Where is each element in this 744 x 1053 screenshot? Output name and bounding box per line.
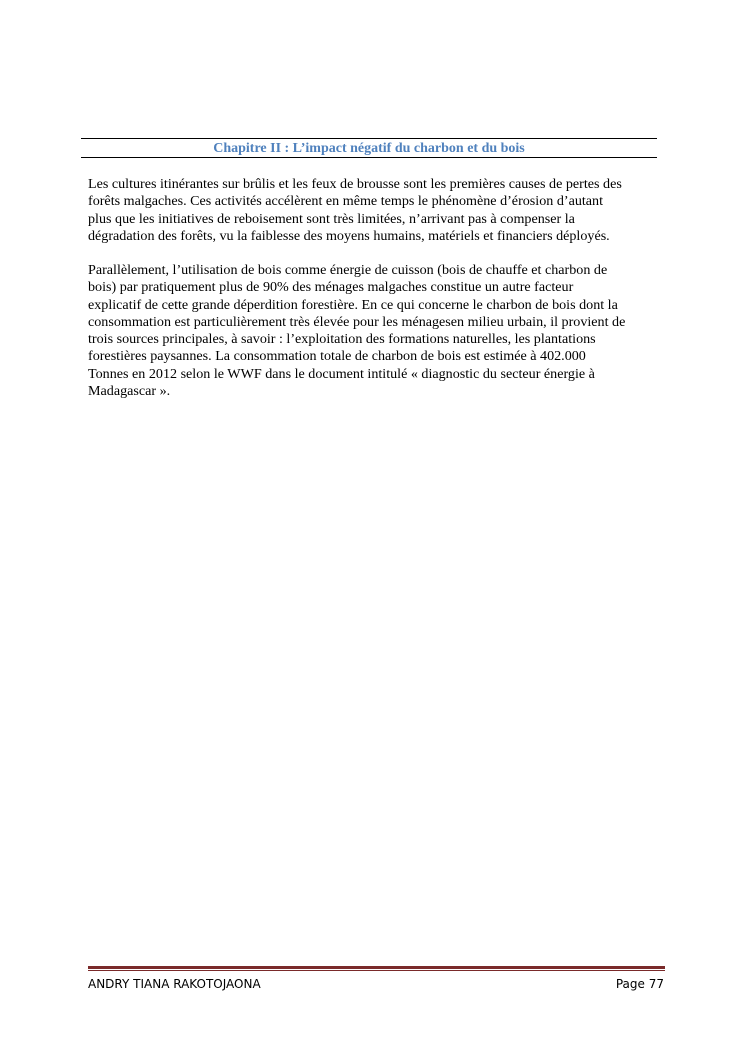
chapter-header — [81, 138, 657, 158]
paragraph-line: Tonnes en 2012 selon le WWF dans le document intitulé « diagnostic du secteur énergie à — [88, 365, 595, 382]
paragraph-line: plus que les initiatives de reboisement sont très limitées, n’arrivant pas à compenser la — [88, 210, 575, 227]
paragraph-line: Madagascar ». — [88, 383, 171, 400]
footer-author: ANDRY TIANA RAKOTOJAONA — [88, 977, 261, 991]
paragraph-line: Les cultures itinérantes sur brûlis et les feux de brousse sont les premières causes de pertes des — [88, 176, 622, 192]
paragraph-2 — [88, 262, 668, 400]
paragraph-line: trois sources principales, à savoir : l’exploitation des formations naturelles, les plantations — [88, 331, 596, 348]
footer-rule-thick — [88, 966, 665, 969]
paragraph-line: bois) par pratiquement plus de 90% des ménages malgaches constitue un autre facteur — [88, 279, 574, 296]
chapter-title: Chapitre II : L’impact négatif du charbon et du bois — [213, 141, 525, 156]
paragraph-line: Parallèlement, l’utilisation de bois comme énergie de cuisson (bois de chauffe et charbon de — [88, 262, 608, 278]
paragraph-1 — [88, 176, 668, 245]
footer-rule — [88, 966, 665, 972]
footer-rule-thin — [88, 970, 665, 971]
paragraph-line: explicatif de cette grande déperdition forestière. En ce qui concerne le charbon de bois dont la — [88, 296, 618, 313]
paragraph-line: consommation est particulièrement très élevée pour les ménagesen milieu urbain, il provient de — [88, 313, 626, 330]
paragraph-line: forestières paysannes. La consommation totale de charbon de bois est estimée à 402.000 — [88, 348, 586, 365]
paragraph-line: dégradation des forêts, vu la faiblesse des moyens humains, matériels et financiers déployés. — [88, 227, 610, 244]
paragraph-line: forêts malgaches. Ces activités accélèrent en même temps le phénomène d’érosion d’autant — [88, 193, 603, 210]
footer-page-number: Page 77 — [615, 977, 664, 991]
